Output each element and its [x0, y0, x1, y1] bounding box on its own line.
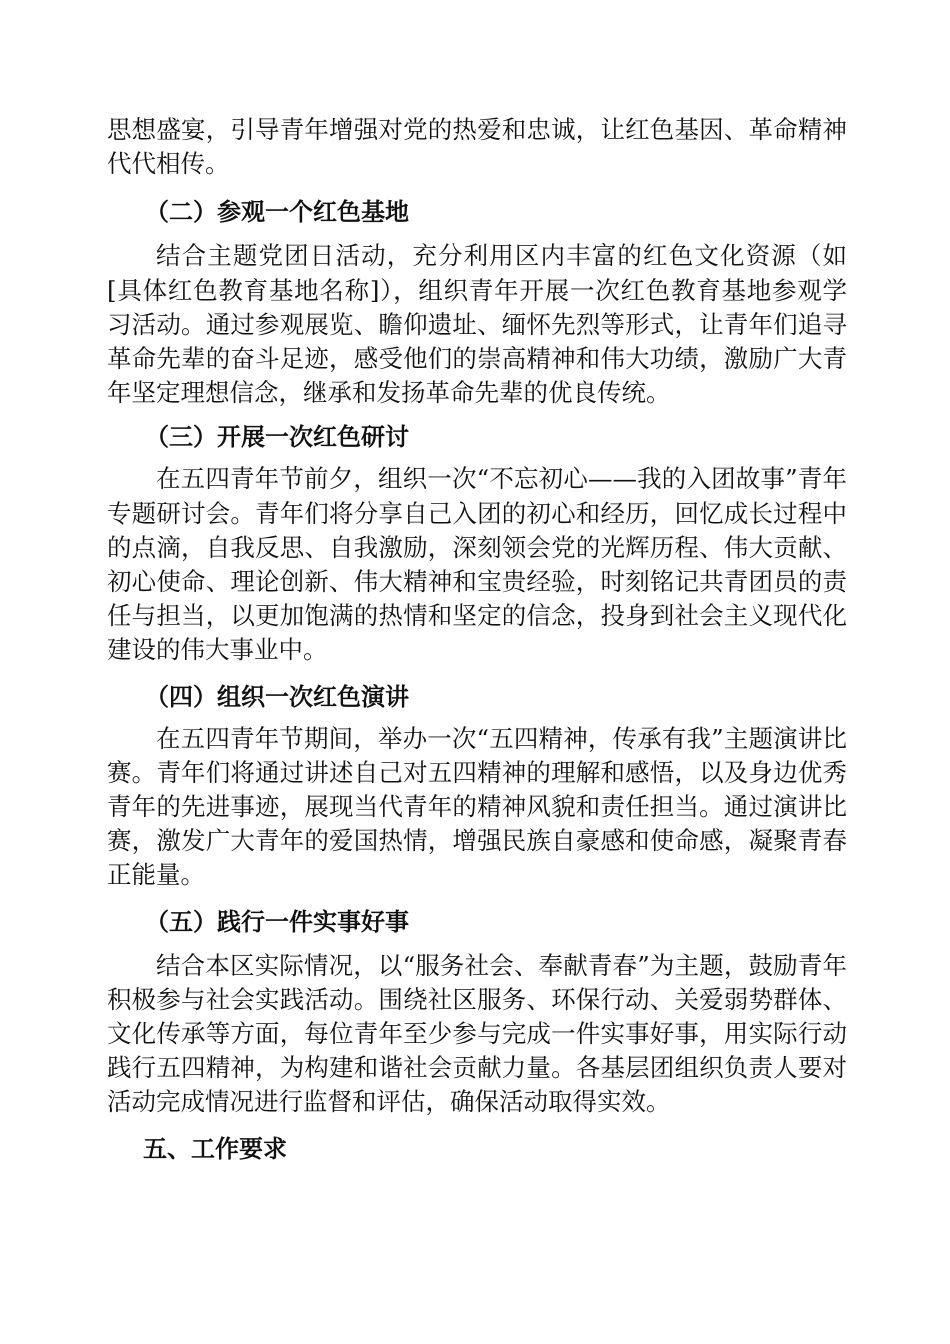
- section-4-body: 在五四青年节期间，举办一次“五四精神，传承有我”主题演讲比赛。青年们将通过讲述自己对五四精神的理解和感悟，以及身边优秀青年的先进事迹，展现当代青年的精神风貌和责任担当。通过演讲比赛，激发广大青年的爱国热情，增强民族自豪感和使命感，凝聚青春正能量。: [107, 723, 847, 890]
- section-5-body: 结合本区实际情况，以“服务社会、奉献青春”为主题，鼓励青年积极参与社会实践活动。围绕社区服务、环保行动、关爱弱势群体、文化传承等方面，每位青年至少参与完成一件实事好事，用实际行动践行五四精神，为构建和谐社会贡献力量。各基层团组织负责人要对活动完成情况进行监督和评估，确保活动取得实效。: [107, 950, 847, 1117]
- section-5-heading: （五）践行一件实事好事: [145, 907, 409, 936]
- section-3-heading: （三）开展一次红色研讨: [145, 423, 409, 452]
- section-2-body: 结合主题党团日活动，充分利用区内丰富的红色文化资源（如[具体红色教育基地名称]），组织青年开展一次红色教育基地参观学习活动。通过参观展览、瞻仰遗址、缅怀先烈等形式，让青年们追寻革命先辈的奋斗足迹，感受他们的崇高精神和伟大功绩，激励广大青年坚定理想信念，继承和发扬革命先辈的优良传统。: [107, 241, 847, 408]
- work-requirements-heading: 五、工作要求: [143, 1134, 287, 1163]
- section-2-heading: （二）参观一个红色基地: [145, 198, 409, 227]
- document-page: [107, 113, 847, 1166]
- section-3-body: 在五四青年节前夕，组织一次“不忘初心——我的入团故事”青年专题研讨会。青年们将分享自己入团的初心和经历，回忆成长过程中的点滴，自我反思、自我激励，深刻领会党的光辉历程、伟大贡献、初心使命、理论创新、伟大精神和宝贵经验，时刻铭记共青团员的责任与担当，以更加饱满的热情和坚定的信念，投身到社会主义现代化建设的伟大事业中。: [107, 464, 847, 665]
- section-4-heading: （四）组织一次红色演讲: [145, 682, 409, 711]
- intro-paragraph: 思想盛宴，引导青年增强对党的热爱和忠诚，让红色基因、革命精神代代相传。: [107, 115, 847, 179]
